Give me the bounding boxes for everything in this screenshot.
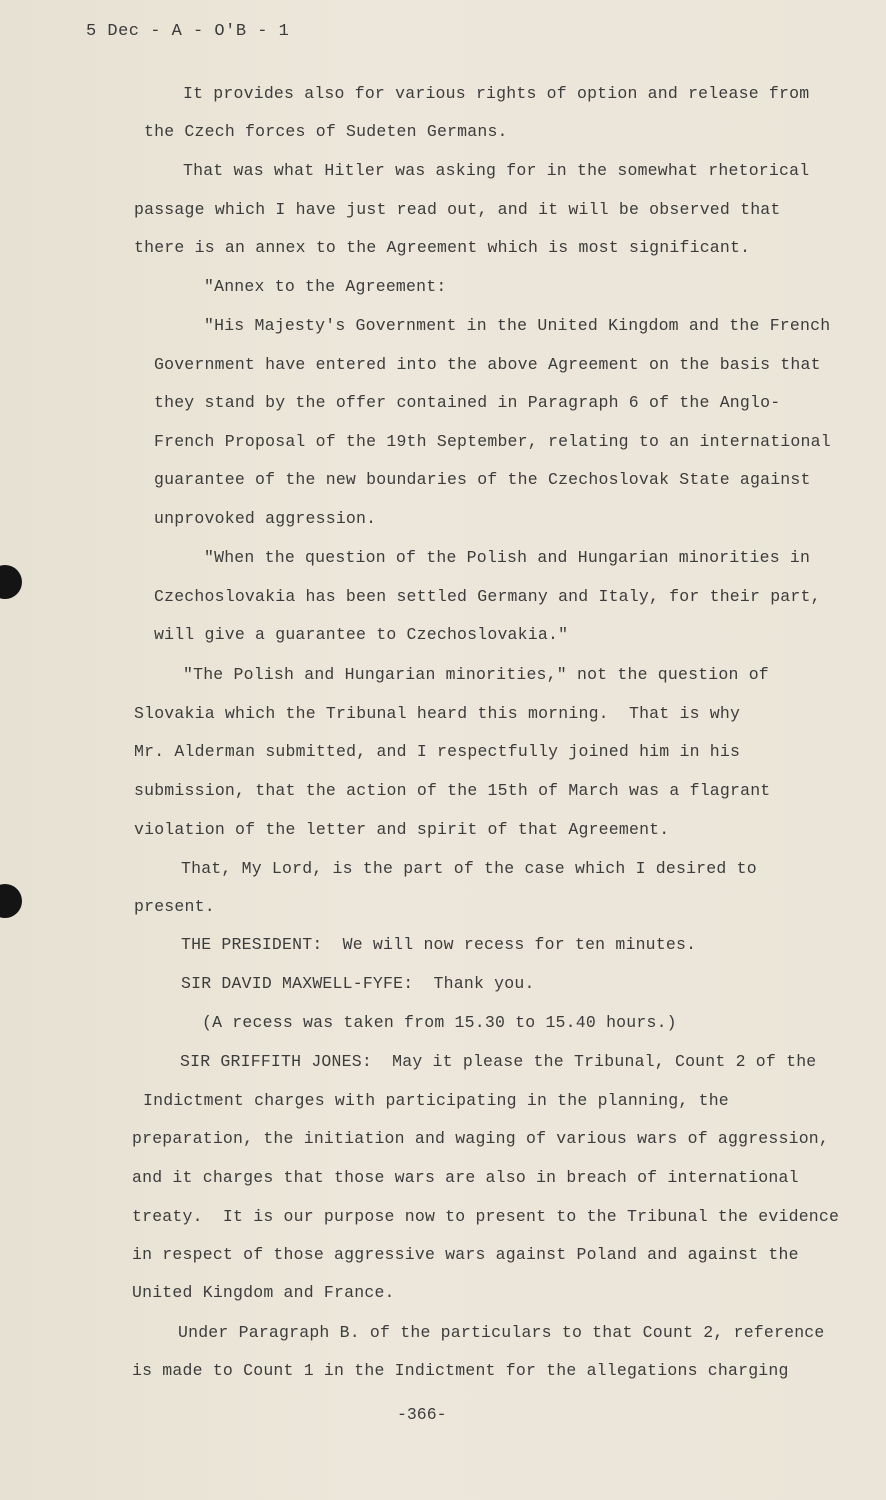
text-line: "His Majesty's Government in the United Kingdom and the French xyxy=(204,316,831,335)
text-line: That, My Lord, is the part of the case which I desired to xyxy=(181,859,757,878)
text-line: SIR DAVID MAXWELL-FYFE: Thank you. xyxy=(181,974,535,993)
text-line: That was what Hitler was asking for in the somewhat rhetorical xyxy=(183,161,810,180)
text-line: treaty. It is our purpose now to present to the Tribunal the evidence xyxy=(132,1207,840,1226)
text-line: Indictment charges with participating in the planning, the xyxy=(143,1091,729,1110)
text-line: they stand by the offer contained in Paragraph 6 of the Anglo- xyxy=(154,393,781,412)
text-line: the Czech forces of Sudeten Germans. xyxy=(144,122,508,141)
page-number: -366- xyxy=(397,1405,447,1424)
text-line: in respect of those aggressive wars against Poland and against the xyxy=(132,1245,799,1264)
text-line: "When the question of the Polish and Hungarian minorities in xyxy=(204,548,811,567)
text-line: Slovakia which the Tribunal heard this morning. That is why xyxy=(134,704,741,723)
text-line: preparation, the initiation and waging of various wars of aggression, xyxy=(132,1129,830,1148)
text-line: submission, that the action of the 15th of March was a flagrant xyxy=(134,781,771,800)
punch-hole xyxy=(0,884,22,918)
text-line: "Annex to the Agreement: xyxy=(204,277,447,296)
text-line: passage which I have just read out, and it will be observed that xyxy=(134,200,781,219)
text-line: "The Polish and Hungarian minorities," not the question of xyxy=(183,665,769,684)
text-line: present. xyxy=(134,897,215,916)
text-line: guarantee of the new boundaries of the Czechoslovak State against xyxy=(154,470,811,489)
page-header: 5 Dec - A - O'B - 1 xyxy=(86,22,290,41)
text-line: It provides also for various rights of option and release from xyxy=(183,84,810,103)
text-line: there is an annex to the Agreement which is most significant. xyxy=(134,238,751,257)
text-line: Czechoslovakia has been settled Germany and Italy, for their part, xyxy=(154,587,821,606)
text-line: Mr. Alderman submitted, and I respectfully joined him in his xyxy=(134,742,741,761)
text-line: French Proposal of the 19th September, relating to an international xyxy=(154,432,831,451)
text-line: violation of the letter and spirit of that Agreement. xyxy=(134,820,670,839)
text-line: THE PRESIDENT: We will now recess for ten minutes. xyxy=(181,935,697,954)
text-line: unprovoked aggression. xyxy=(154,509,377,528)
text-line: Government have entered into the above Agreement on the basis that xyxy=(154,355,821,374)
text-line: Under Paragraph B. of the particulars to that Count 2, reference xyxy=(178,1323,825,1342)
text-line: and it charges that those wars are also in breach of international xyxy=(132,1168,799,1187)
text-line: SIR GRIFFITH JONES: May it please the Tribunal, Count 2 of the xyxy=(180,1052,817,1071)
text-line: (A recess was taken from 15.30 to 15.40 hours.) xyxy=(202,1013,677,1032)
text-line: will give a guarantee to Czechoslovakia." xyxy=(154,625,569,644)
text-line: United Kingdom and France. xyxy=(132,1283,395,1302)
punch-hole xyxy=(0,565,22,599)
text-line: is made to Count 1 in the Indictment for the allegations charging xyxy=(132,1361,789,1380)
